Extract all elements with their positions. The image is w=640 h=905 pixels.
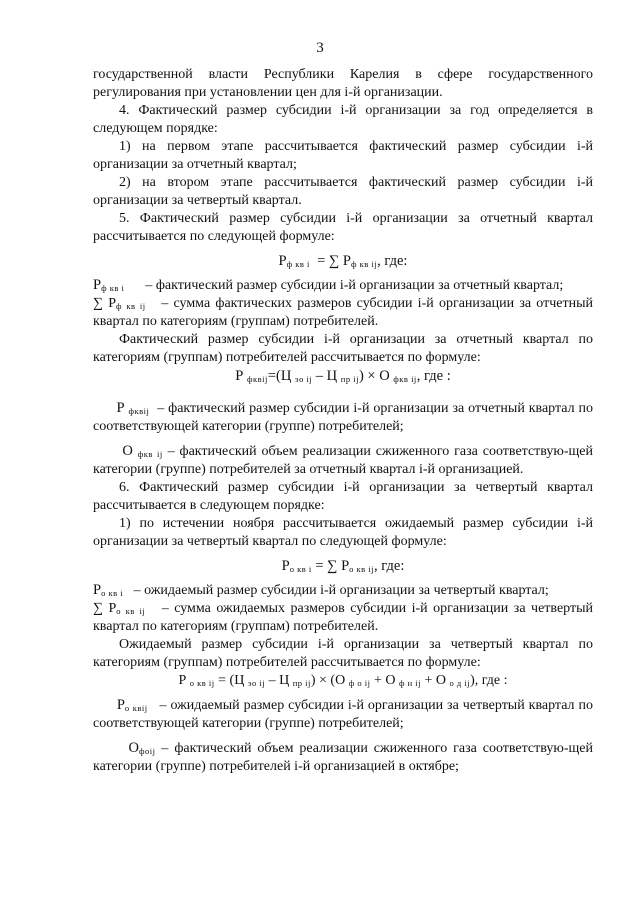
formula-3: $Р_{о кв i}$ = ∑ $Р_{о кв ij}$, где: <box>281 558 405 574</box>
paragraph: 6. Фактический размер субсидии i-й организации за четвертый квартал рассчитывается в следующем порядке: <box>93 480 593 513</box>
page-number: 3 <box>316 40 324 56</box>
paragraph: 2) на втором этапе рассчитывается фактический размер субсидии i-й организации за четвертый квартал. <box>93 175 593 208</box>
definition: $Р_{ф кв i}$ – фактический размер субсидии i-й организации за отчетный квартал; <box>93 277 564 293</box>
formula-4: Р $_{о кв ij}$ = (Ц $_{эо ij}$ – Ц $_{пр ij}$) × (О $_{ф о ij}$ + О $_{ф н ij}$ + О $_{о д ij}$), где : <box>178 673 508 688</box>
paragraph: Фактический размер субсидии i-й организации за отчетный квартал по категориям (группам) потребителей рассчитывается по формуле: <box>93 332 593 365</box>
definition: Р $_{фквij}$ – фактический размер субсидии i-й организации за отчетный квартал по соответствующей категории (группе) потребителей; <box>93 400 594 434</box>
paragraph: государственной власти Республики Карелия в сфере государственного регулирования при установлении цен для i-й организации. <box>93 67 593 100</box>
paragraph: 1) на первом этапе рассчитывается фактический размер субсидии i-й организации за отчетный квартал; <box>93 139 593 172</box>
paragraph: 1) по истечении ноября рассчитывается ожидаемый размер субсидии i-й организации за четвертый квартал по следующей формуле: <box>93 516 593 549</box>
formula-1: $Р_{ф кв i}$ = ∑ $Р_{ф кв ij}$, где: <box>278 253 408 269</box>
definition: $О_{фоij}$ – фактический объем реализации сжиженного газа соответствую-щей категории (группе) потребителей i-й организацией в октябре; <box>93 740 593 774</box>
document-body <box>93 66 593 776</box>
definition: $Р_{о кв i}$ – ожидаемый размер субсидии i-й организации за четвертый квартал; <box>93 582 549 598</box>
definition: $Р_{о квij}$ – ожидаемый размер субсидии i-й организации за четвертый квартал по соответствующей категории (группе) потребителей; <box>93 697 594 731</box>
paragraph: 4. Фактический размер субсидии i-й организации за год определяется в следующем порядке: <box>93 103 593 136</box>
formula-2: Р $_{фквij}$=(Ц $_{эо ij}$ – Ц $_{пр ij}$) × О $_{фкв ij}$, где : <box>235 368 451 384</box>
definition: ∑ $Р_{ф кв ij}$ – сумма фактических размеров субсидии i-й организации за отчетный квартал по категориям (группам) потребителей. <box>93 296 593 329</box>
paragraph: 5. Фактический размер субсидии i-й организации за отчетный квартал рассчитывается по следующей формуле: <box>93 211 593 244</box>
definition: О $_{фкв ij}$ – фактический объем реализации сжиженного газа соответствую-щей категории (группе) потребителей за отчетный квартал i-й организацией. <box>93 443 594 477</box>
paragraph: Ожидаемый размер субсидии i-й организации за четвертый квартал по категориям (группам) потребителей рассчитывается по формуле: <box>93 637 593 670</box>
definition: ∑ $Р_{о кв ij}$ – сумма ожидаемых размеров субсидии i-й организации за четвертый квартал по категориям (группам) потребителей. <box>93 601 593 634</box>
